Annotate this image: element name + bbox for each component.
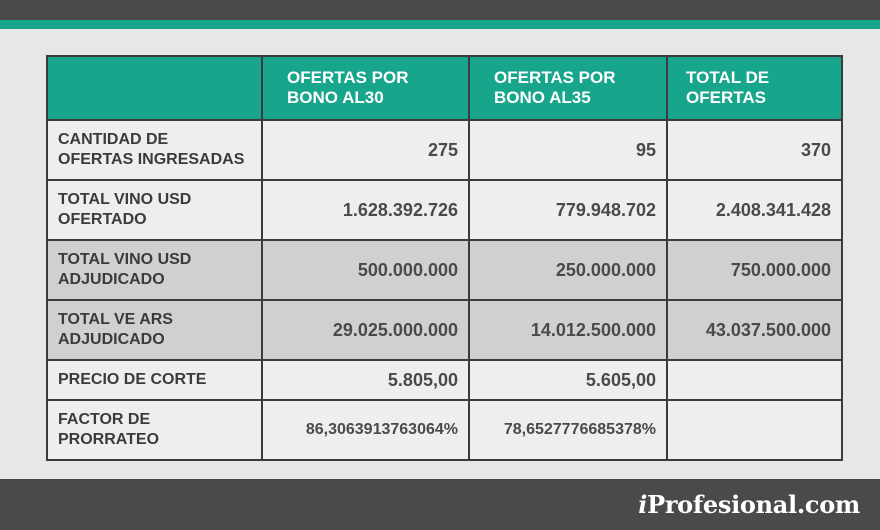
header-al35-line1: OFERTAS POR — [494, 68, 616, 87]
value-al35: 78,6527776685378% — [469, 400, 667, 460]
table-header-row — [47, 56, 842, 120]
header-al30-line1: OFERTAS POR — [287, 68, 409, 87]
header-al30 — [262, 56, 469, 120]
top-bar — [0, 0, 880, 20]
header-total-line2: OFERTAS — [686, 88, 766, 107]
iprofesional-logo: iProfesional.com — [638, 490, 860, 519]
header-al35 — [469, 56, 667, 120]
value-al30: 29.025.000.000 — [262, 300, 469, 360]
value-al30: 275 — [262, 120, 469, 180]
value-total: 370 — [667, 120, 842, 180]
table-row — [47, 240, 842, 300]
top-accent-stripe — [0, 20, 880, 29]
header-total-line1: TOTAL DE — [686, 68, 770, 87]
row-label: CANTIDAD DE OFERTAS INGRESADAS — [47, 120, 262, 180]
table-row — [47, 360, 842, 400]
table-row — [47, 120, 842, 180]
value-al30: 500.000.000 — [262, 240, 469, 300]
header-empty-cell — [47, 56, 262, 120]
value-total-empty — [667, 360, 842, 400]
value-al35: 5.605,00 — [469, 360, 667, 400]
row-label: TOTAL VE ARS ADJUDICADO — [47, 300, 262, 360]
value-total-empty — [667, 400, 842, 460]
value-total: 2.408.341.428 — [667, 180, 842, 240]
row-label: FACTOR DE PRORRATEO — [47, 400, 262, 460]
value-total: 43.037.500.000 — [667, 300, 842, 360]
value-al30: 86,3063913763064% — [262, 400, 469, 460]
value-al35: 95 — [469, 120, 667, 180]
row-label: PRECIO DE CORTE — [47, 360, 262, 400]
row-label: TOTAL VINO USD OFERTADO — [47, 180, 262, 240]
table-row — [47, 300, 842, 360]
value-al30: 1.628.392.726 — [262, 180, 469, 240]
value-al30: 5.805,00 — [262, 360, 469, 400]
header-al30-line2: BONO AL30 — [287, 88, 384, 107]
value-al35: 250.000.000 — [469, 240, 667, 300]
value-al35: 14.012.500.000 — [469, 300, 667, 360]
header-total — [667, 56, 842, 120]
value-total: 750.000.000 — [667, 240, 842, 300]
table-row — [47, 400, 842, 460]
table-row — [47, 180, 842, 240]
row-label: TOTAL VINO USD ADJUDICADO — [47, 240, 262, 300]
header-al35-line2: BONO AL35 — [494, 88, 591, 107]
offers-table — [46, 55, 843, 461]
value-al35: 779.948.702 — [469, 180, 667, 240]
